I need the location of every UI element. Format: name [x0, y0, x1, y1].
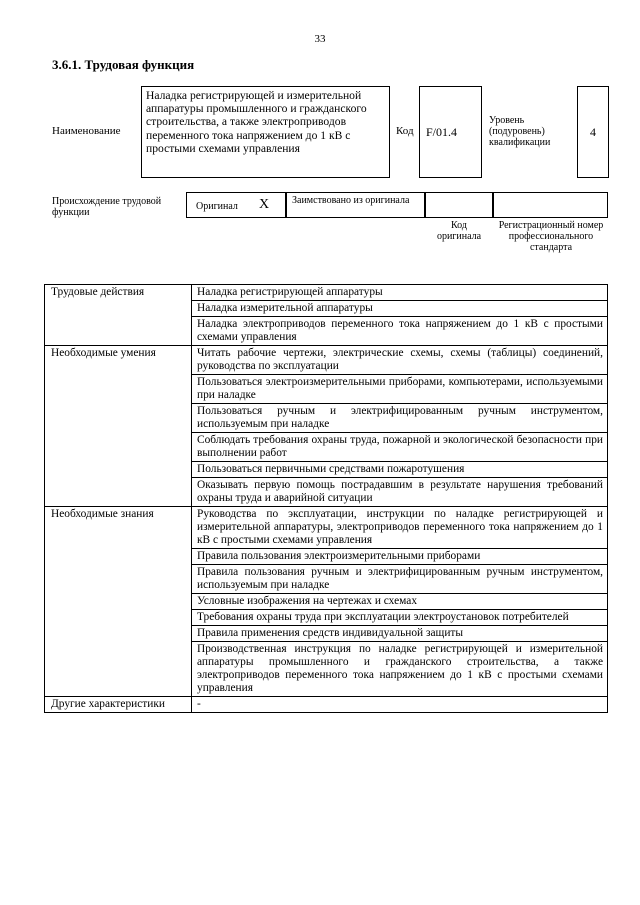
function-name: Наладка регистрирующей и измерительной аппаратуры промышленного и гражданского строительства, а также электроприводов переменного тока напряжением до 1 кВ с простыми схемами управления — [146, 89, 367, 155]
category-cell: Необходимые умения — [45, 346, 192, 507]
item-cell: Условные изображения на чертежах и схемах — [192, 594, 608, 610]
item-cell: Наладка электроприводов переменного тока напряжением до 1 кВ с простыми схемами управления — [192, 317, 608, 346]
original-mark: X — [259, 197, 270, 212]
original-label: Оригинал — [196, 201, 238, 212]
code-box — [419, 86, 482, 178]
code-caption: Код оригинала — [436, 220, 482, 242]
item-cell: Наладка измерительной аппаратуры — [192, 301, 608, 317]
level-box — [577, 86, 609, 178]
item-cell: Оказывать первую помощь пострадавшим в результате нарушения требований охраны труда и аварийной ситуации — [192, 478, 608, 507]
item-cell: Пользоваться первичными средствами пожаротушения — [192, 462, 608, 478]
function-details-table — [44, 284, 608, 713]
level-value: 4 — [590, 125, 596, 139]
original-code-cell — [425, 192, 493, 218]
table-row — [45, 507, 608, 549]
name-box — [141, 86, 390, 178]
original-cell — [186, 192, 286, 218]
item-cell: Пользоваться электроизмерительными приборами, компьютерами, используемыми при наладке — [192, 375, 608, 404]
item-cell: Наладка регистрирующей аппаратуры — [192, 285, 608, 301]
item-cell: Руководства по эксплуатации, инструкции по наладке регистрирующей и измерительной аппаратуры, электроприводов переменного тока напряжением до 1 кВ с простыми схемами управления — [192, 507, 608, 549]
table-row — [45, 285, 608, 301]
borrowed-cell — [286, 192, 425, 218]
level-label: Уровень (подуровень) квалификации — [489, 115, 551, 148]
item-cell: - — [192, 697, 608, 713]
name-label: Наименование — [52, 125, 121, 137]
item-cell: Требования охраны труда при эксплуатации электроустановок потребителей — [192, 610, 608, 626]
table-row — [45, 346, 608, 375]
page-number: 33 — [314, 33, 326, 45]
item-cell: Производственная инструкция по наладке регистрирующей и измерительной аппаратуры промышленного и гражданского строительства, а также электроприводов переменного тока напряжением до 1 кВ с простыми схемами управления — [192, 642, 608, 697]
item-cell: Правила пользования ручным и электрифицированным ручным инструментом, используемым при наладке — [192, 565, 608, 594]
borrowed-label: Заимствовано из оригинала — [292, 195, 410, 206]
category-cell: Необходимые знания — [45, 507, 192, 697]
item-cell: Пользоваться ручным и электрифицированным ручным инструментом, используемым при наладке — [192, 404, 608, 433]
item-cell: Соблюдать требования охраны труда, пожарной и экологической безопасности при выполнении работ — [192, 433, 608, 462]
item-cell: Правила пользования электроизмерительными приборами — [192, 549, 608, 565]
category-cell: Другие характеристики — [45, 697, 192, 713]
reg-number-cell — [493, 192, 608, 218]
item-cell: Правила применения средств индивидуальной защиты — [192, 626, 608, 642]
item-cell: Читать рабочие чертежи, электрические схемы, схемы (таблицы) соединений, руководства по эксплуатации — [192, 346, 608, 375]
origin-label: Происхождение трудовой функции — [52, 196, 162, 218]
reg-caption: Регистрационный номер профессионального стандарта — [498, 220, 604, 253]
table-row — [45, 697, 608, 713]
code-label: Код — [396, 125, 414, 137]
section-title: 3.6.1. Трудовая функция — [52, 57, 195, 72]
category-cell: Трудовые действия — [45, 285, 192, 346]
code-value: F/01.4 — [426, 125, 458, 139]
